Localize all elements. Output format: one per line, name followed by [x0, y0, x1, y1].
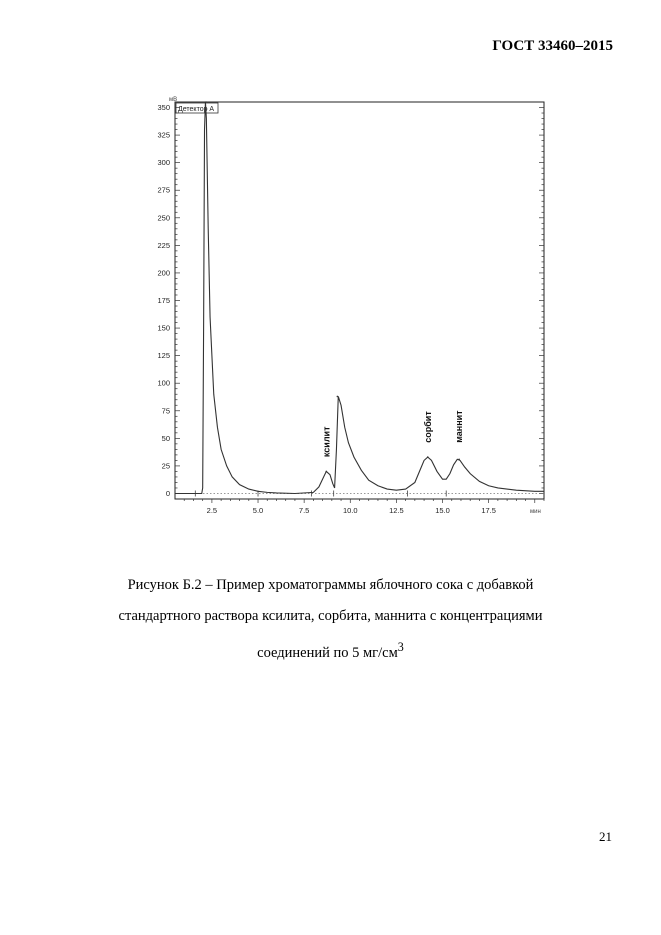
x-tick-label: 7.5 [298, 506, 310, 515]
y-tick-label: 175 [157, 296, 170, 305]
peak-apex [458, 459, 460, 461]
caption-line-1: Рисунок Б.2 – Пример хроматограммы яблочного сока с добавкой [127, 577, 534, 593]
x-tick-label: 15.0 [435, 506, 450, 515]
y-tick-label: 100 [157, 378, 170, 388]
y-axis-unit-label: мВ [169, 97, 178, 103]
peak-label-3: маннит [454, 410, 465, 443]
y-tick-label: 125 [157, 351, 170, 361]
x-axis-unit-label: мин [530, 509, 541, 515]
caption-superscript: 3 [397, 640, 404, 654]
x-tick-label: 17.5 [481, 506, 496, 515]
y-tick-label: 50 [161, 433, 170, 443]
y-tick-label: 75 [161, 406, 170, 416]
x-tick-label: 5.0 [252, 506, 264, 515]
peak-label-1: ксилит [321, 426, 332, 458]
peak-apex [337, 396, 339, 398]
y-tick-label: 350 [157, 103, 170, 113]
caption-line-3 [70, 632, 591, 669]
y-tick-label: 325 [157, 130, 170, 140]
peak-apex [427, 456, 429, 458]
x-tick-label: 12.5 [389, 506, 404, 515]
x-tick-label: 10.0 [342, 506, 358, 515]
y-tick-label: 275 [157, 185, 170, 195]
page-number: 21 [599, 829, 612, 844]
y-tick-label: 300 [157, 158, 170, 168]
y-tick-label: 225 [157, 240, 170, 250]
peak-label-2: сорбит [422, 411, 433, 443]
figure-caption [70, 570, 591, 669]
peak-apex [205, 101, 207, 103]
y-tick-label: 25 [161, 461, 170, 471]
standard-code: ГОСТ 33460–2015 [492, 38, 613, 54]
y-tick-label: 200 [157, 268, 170, 278]
y-tick-label: 250 [157, 213, 170, 223]
caption-line-2: стандартного раствора ксилита, сорбита, маннита с концентрациями [118, 608, 543, 624]
detector-label: Детектор A [178, 106, 215, 113]
y-tick-label: 150 [157, 323, 170, 333]
y-tick-label: 0 [165, 488, 170, 498]
caption-line-3-text: соединений по 5 мг/см [257, 644, 398, 661]
peak-apex [325, 471, 327, 473]
x-tick-label: 2.5 [206, 506, 218, 515]
series-line [175, 102, 544, 493]
plot-frame [175, 102, 544, 499]
